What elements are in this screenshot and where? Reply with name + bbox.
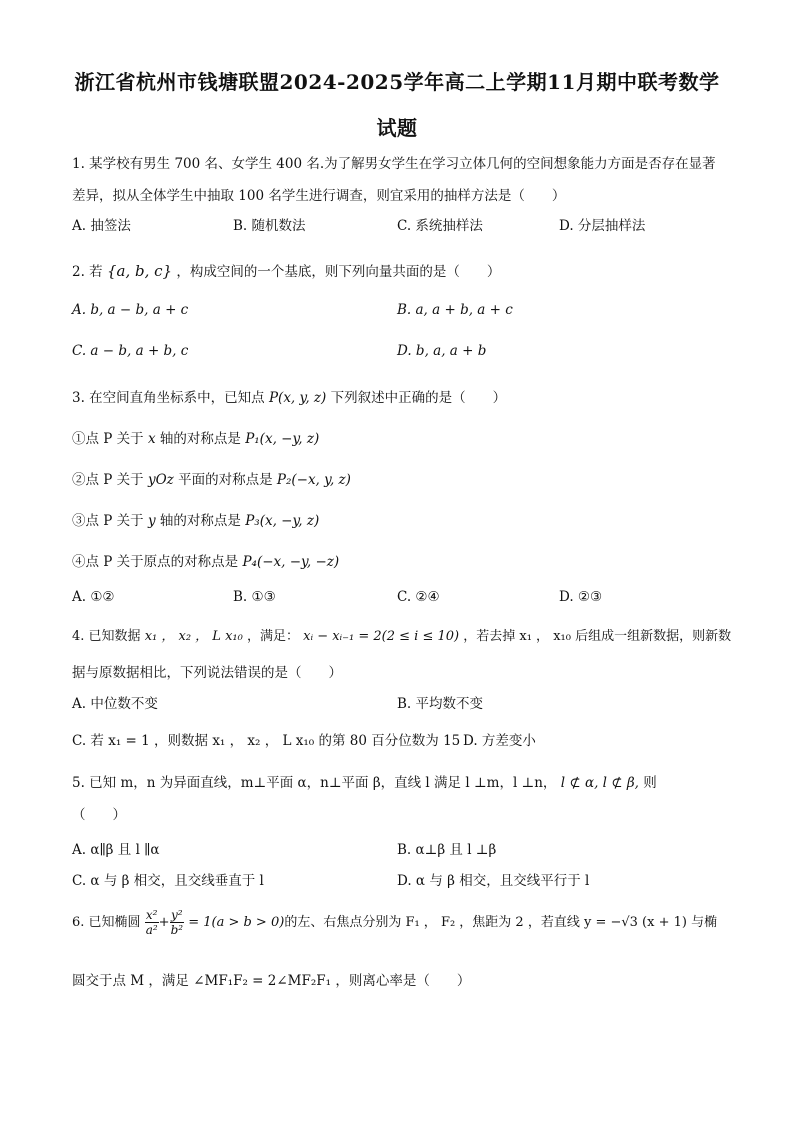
q1-option-c: C. 系统抽样法 (397, 218, 483, 234)
question-3-stem (72, 386, 506, 406)
q3-option-c: C. ②④ (397, 589, 440, 605)
q3-s2-pre: ②点 P 关于 (72, 472, 144, 488)
q3-s4-point: P₄(−x, −y, −z) (242, 554, 340, 570)
q6-frac2-num: y² (171, 908, 183, 922)
question-5-line-2: （ ） (72, 807, 126, 823)
q5-option-a: A. α∥β 且 l ∥α (72, 842, 160, 858)
q3-option-b: B. ①③ (233, 589, 276, 605)
question-4-line-2: 据与原数据相比，下列说法错误的是（ ） (72, 665, 342, 681)
q6-frac1-den: a² (145, 923, 158, 937)
q1-option-b: B. 随机数法 (233, 218, 306, 234)
q5-option-c: C. α 与 β 相交，且交线垂直于 l (72, 873, 264, 889)
q5-option-d: D. α 与 β 相交，且交线平行于 l (397, 873, 590, 889)
q3-statement-4 (72, 550, 339, 570)
q3-s3-point: P₃(x, −y, z) (245, 513, 320, 529)
q3-statement-2 (72, 468, 351, 488)
q1-option-d: D. 分层抽样法 (559, 218, 646, 234)
q2-option-b: B. a, a + b, a + c (397, 302, 513, 318)
q4-option-b: B. 平均数不变 (397, 696, 484, 712)
q3-s2-mid: 平面的对称点是 (178, 472, 273, 488)
q6-line1-pre: 6. 已知椭圆 (72, 915, 141, 930)
question-6-line-1 (72, 908, 717, 937)
question-6-line-2: 圆交于点 M ，满足 ∠MF₁F₂ = 2∠MF₂F₁ ，则离心率是（ ） (72, 973, 471, 989)
q3-s3-axis: y (147, 513, 156, 529)
q6-line1-post: 的左、右焦点分别为 F₁ ， F₂ ，焦距为 2 ，若直线 y = −√3 (x + 1) 与椭 (284, 915, 718, 930)
q3-s1-point: P₁(x, −y, z) (245, 431, 320, 447)
q3-s3-pre: ③点 P 关于 (72, 513, 144, 529)
q3-s2-point: P₂(−x, y, z) (276, 472, 351, 488)
q2-option-d: D. b, a, a + b (397, 343, 487, 359)
q4-data-list: x₁ ， x₂ ， L x₁₀ (144, 629, 243, 644)
q3-s1-axis: x (147, 431, 156, 447)
q6-fraction-x (145, 908, 159, 937)
q3-statement-3 (72, 509, 319, 529)
q6-frac1-num: x² (145, 908, 158, 922)
q5-line1-post: 则 (643, 775, 657, 791)
q2-basis: {a, b, c} (106, 262, 173, 280)
q3-option-a: A. ①② (72, 589, 115, 605)
q3-point: P(x, y, z) (268, 390, 327, 406)
q3-s1-mid: 轴的对称点是 (159, 431, 241, 447)
q4-condition: xᵢ − xᵢ₋₁ = 2(2 ≤ i ≤ 10) (303, 629, 460, 644)
q2-stem-post: ，构成空间的一个基底，则下列向量共面的是（ ） (176, 264, 501, 280)
q6-plus: + (158, 915, 170, 930)
q6-fraction-y (170, 908, 185, 937)
page-title-line2: 试题 (376, 116, 418, 140)
q3-s2-axis: yOz (147, 472, 174, 488)
q3-option-d: D. ②③ (559, 589, 603, 605)
q5-line1: 5. 已知 m，n 为异面直线，m⊥平面 α，n⊥平面 β，直线 l 满足 l ⊥m，l ⊥n， (72, 775, 557, 791)
page-title: 浙江省杭州市钱塘联盟2024-2025学年高二上学期11月期中联考数学 (74, 70, 720, 94)
q4-line1-pre: 4. 已知数据 (72, 629, 141, 644)
q4-option-c: C. 若 x₁ = 1 ，则数据 x₁ ， x₂ ， L x₁₀ 的第 80 百分位数为 15 (72, 733, 461, 749)
q4-line1-mid: ，满足： (246, 629, 299, 644)
q2-stem-pre: 2. 若 (72, 264, 103, 280)
q4-option-a: A. 中位数不变 (72, 696, 158, 712)
q3-s1-pre: ①点 P 关于 (72, 431, 144, 447)
question-1-line-2: 差异，拟从全体学生中抽取 100 名学生进行调查，则宜采用的抽样方法是（ ） (72, 188, 566, 204)
question-1-line-1: 1. 某学校有男生 700 名、女学生 400 名.为了解男女学生在学习立体几何的空间想象能力方面是否存在显著 (72, 156, 716, 172)
q1-option-a: A. 抽签法 (72, 218, 131, 234)
question-4-line-1 (72, 625, 731, 644)
question-5-line-1 (72, 771, 657, 791)
q3-statement-1 (72, 427, 319, 447)
q3-s3-mid: 轴的对称点是 (159, 513, 241, 529)
q6-line1-eq: = 1(a > b > 0) (188, 915, 285, 930)
q3-stem-post: 下列叙述中正确的是（ ） (330, 390, 507, 406)
q3-s4-pre: ④点 P 关于原点的对称点是 (72, 554, 239, 570)
q5-line1-math: l ⊄ α, l ⊄ β, (560, 775, 639, 791)
q6-frac2-den: b² (170, 923, 184, 937)
q5-option-b: B. α⊥β 且 l ⊥β (397, 842, 497, 858)
q4-option-d: D. 方差变小 (463, 733, 536, 749)
q2-option-a: A. b, a − b, a + c (72, 302, 189, 318)
q3-stem-pre: 3. 在空间直角坐标系中，已知点 (72, 390, 265, 406)
q4-line1-post: ，若去掉 x₁ ， x₁₀ 后组成一组新数据，则新数 (463, 629, 732, 644)
question-2-stem (72, 260, 500, 280)
q2-option-c: C. a − b, a + b, c (72, 343, 189, 359)
